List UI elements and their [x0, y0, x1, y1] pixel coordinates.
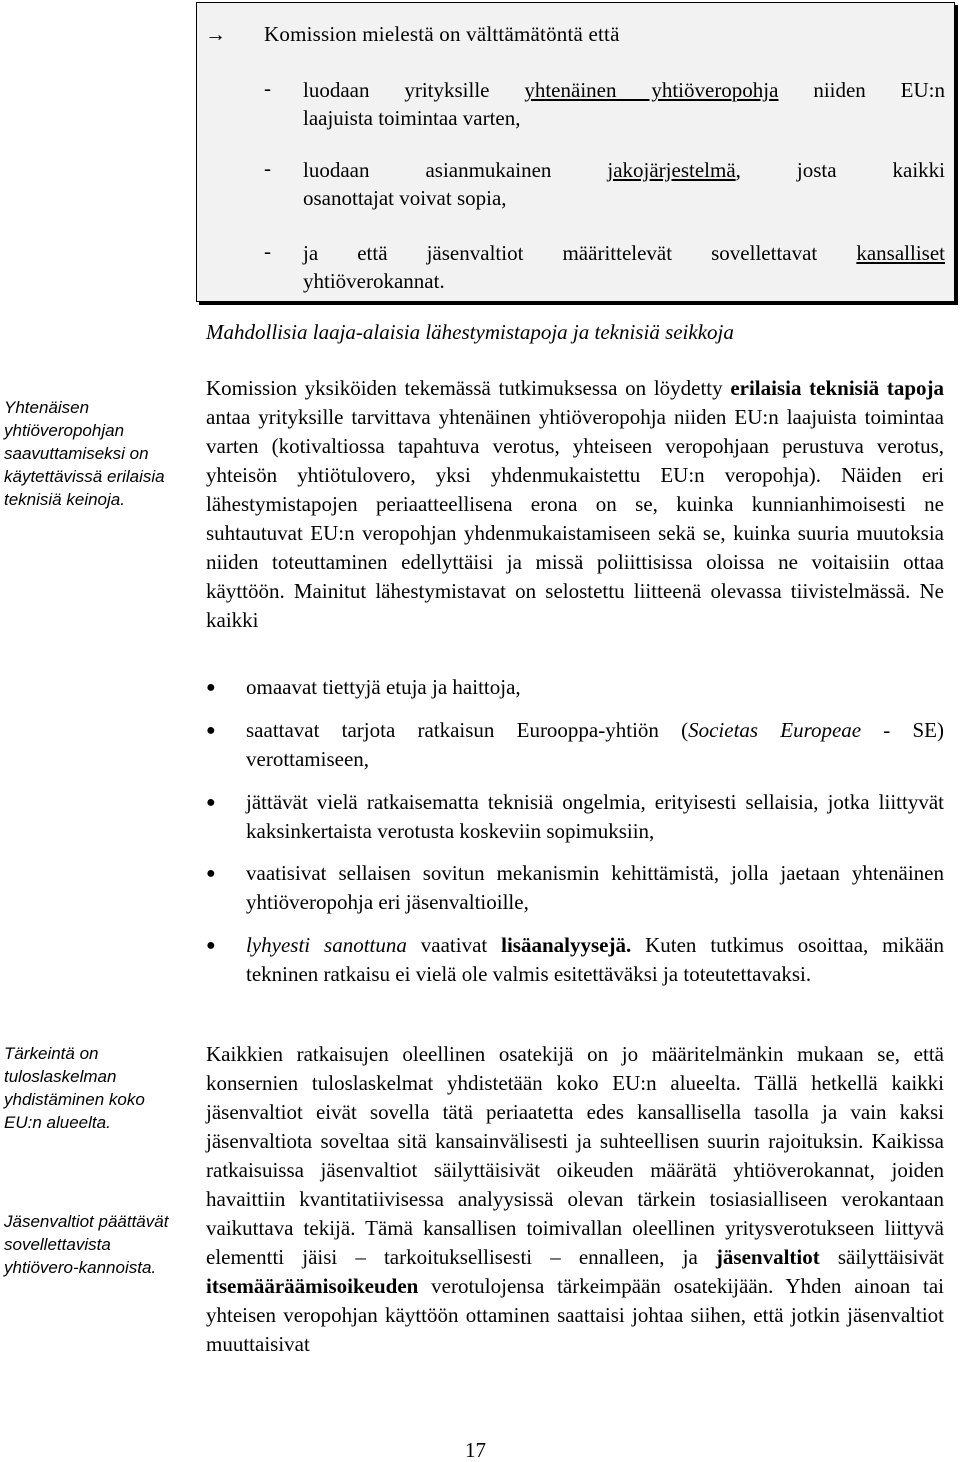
bullet-icon: ● [206, 679, 216, 696]
margin-note-3: Jäsenvaltiot päättävät sovellettavista yhtiövero-kannoista. [4, 1212, 169, 1277]
paragraph-2: Kaikkien ratkaisujen oleellinen osatekijä on jo määritelmänkin mukaan se, että konsernien tuloslaskelmat yhdistetään koko EU:n alueelta. Tällä hetkellä kaikki jäsenvaltiot eivät sovella tätä periaatetta edes kansallisella tasolla ja vain kaksi jäsenvaltiota soveltaa sitä kansainvälisesti ja suhteellisen suurin rajoituksin. Kaikissa ratkaisuissa jäsenvaltiot säilyttäisivät oikeuden määrätä yhtiöverokannat, joiden havaittiin kvantitatiivisessa analyysissä olevan tärkein tosiasialliseen verokantaan vaikuttava tekijä. Tämä kansallisen toimivallan oleellinen yritysverotukseen liittyvä elementti jäisi – tarkoituksellisesti – ennalleen, ja jäsenvaltiot säilyttäisivät itsemääräämisoikeuden verotulojensa tärkeimpään osatekijään. Yhden ainoan tai yhteisen veropohjan käyttöön ottaminen saattaisi johtaa siihen, että jotkin jäsenvaltiot muuttaisivat [206, 1042, 944, 1356]
dash-marker: - [264, 76, 271, 100]
box-item-1: luodaan yrityksille yhtenäinen yhtiöveropohja niiden EU:n laajuista toimintaa varten, [303, 78, 945, 130]
bullet-icon: ● [206, 722, 216, 739]
bullet-icon: ● [206, 865, 216, 882]
bullet-icon: ● [206, 794, 216, 811]
arrow-icon: → [205, 22, 226, 46]
paragraph-1: Komission yksiköiden tekemässä tutkimuksessa on löydetty erilaisia teknisiä tapoja antaa yrityksille tarvittava yhtenäinen yhtiöveropohja niiden EU:n laajuista toimintaa varten (kotivaltiossa tapahtuva verotus, yhteiseen veropohjaan perustuva verotus, yhteisön yhtiötulovero, yksi yhdenmukaistettu EU:n veropohja). Näiden eri lähestymistapojen periaatteellisena erona on se, kuinka kunnianhimoisesti ne suhtautuvat EU:n veropohjan yhdenmukaistamiseen sekä se, kuinka suuria muutoksia niiden toteuttaminen edellyttäisi ja missä poliittisissa oloissa ne voitaisiin ottaa käyttöön. Mainitut lähestymistavat on selostettu liitteenä olevassa tiivistelmässä. Ne kaikki [206, 376, 944, 632]
box-item-3: ja että jäsenvaltiot määrittelevät sovellettavat kansalliset yhtiöverokannat. [303, 241, 945, 293]
list-item: ● vaatisivat sellaisen sovitun mekanismin kehittämistä, jolla jaetaan yhtenäinen yhtiöveropohja eri jäsenvaltioille, [206, 861, 944, 914]
margin-note-1: Yhtenäisen yhtiöveropohjan saavuttamiseksi on käytettävissä erilaisia teknisiä keinoja. [4, 398, 165, 509]
page-number: 17 [465, 1438, 486, 1462]
box-item-2: luodaan asianmukainen jakojärjestelmä, josta kaikki osanottajat voivat sopia, [303, 158, 945, 210]
list-item: ● omaavat tiettyjä etuja ja haittoja, [206, 673, 944, 702]
bullet-icon: ● [206, 937, 216, 954]
box-heading: Komission mielestä on välttämätöntä että [264, 22, 620, 46]
section-heading: Mahdollisia laaja-alaisia lähestymistapoja ja teknisiä seikkoja [206, 320, 734, 344]
dash-marker: - [264, 239, 271, 263]
list-item: ● saattavat tarjota ratkaisun Eurooppa-yhtiön (Societas Europeae - SE) verottamiseen, [206, 718, 944, 771]
list-item: ● jättävät vielä ratkaisematta teknisiä ongelmia, erityisesti sellaisia, jotka liittyvät kaksinkertaista verotusta koskeviin sopimuksiin, [206, 790, 944, 843]
list-item: ● lyhyesti sanottuna vaativat lisäanalyysejä. Kuten tutkimus osoittaa, mikään tekninen ratkaisu ei vielä ole valmis esitettäväksi ja toteutettavaksi. [206, 933, 944, 986]
summary-box [196, 2, 955, 302]
dash-marker: - [264, 156, 271, 180]
margin-note-2: Tärkeintä on tuloslaskelman yhdistäminen koko EU:n alueelta. [4, 1044, 145, 1132]
